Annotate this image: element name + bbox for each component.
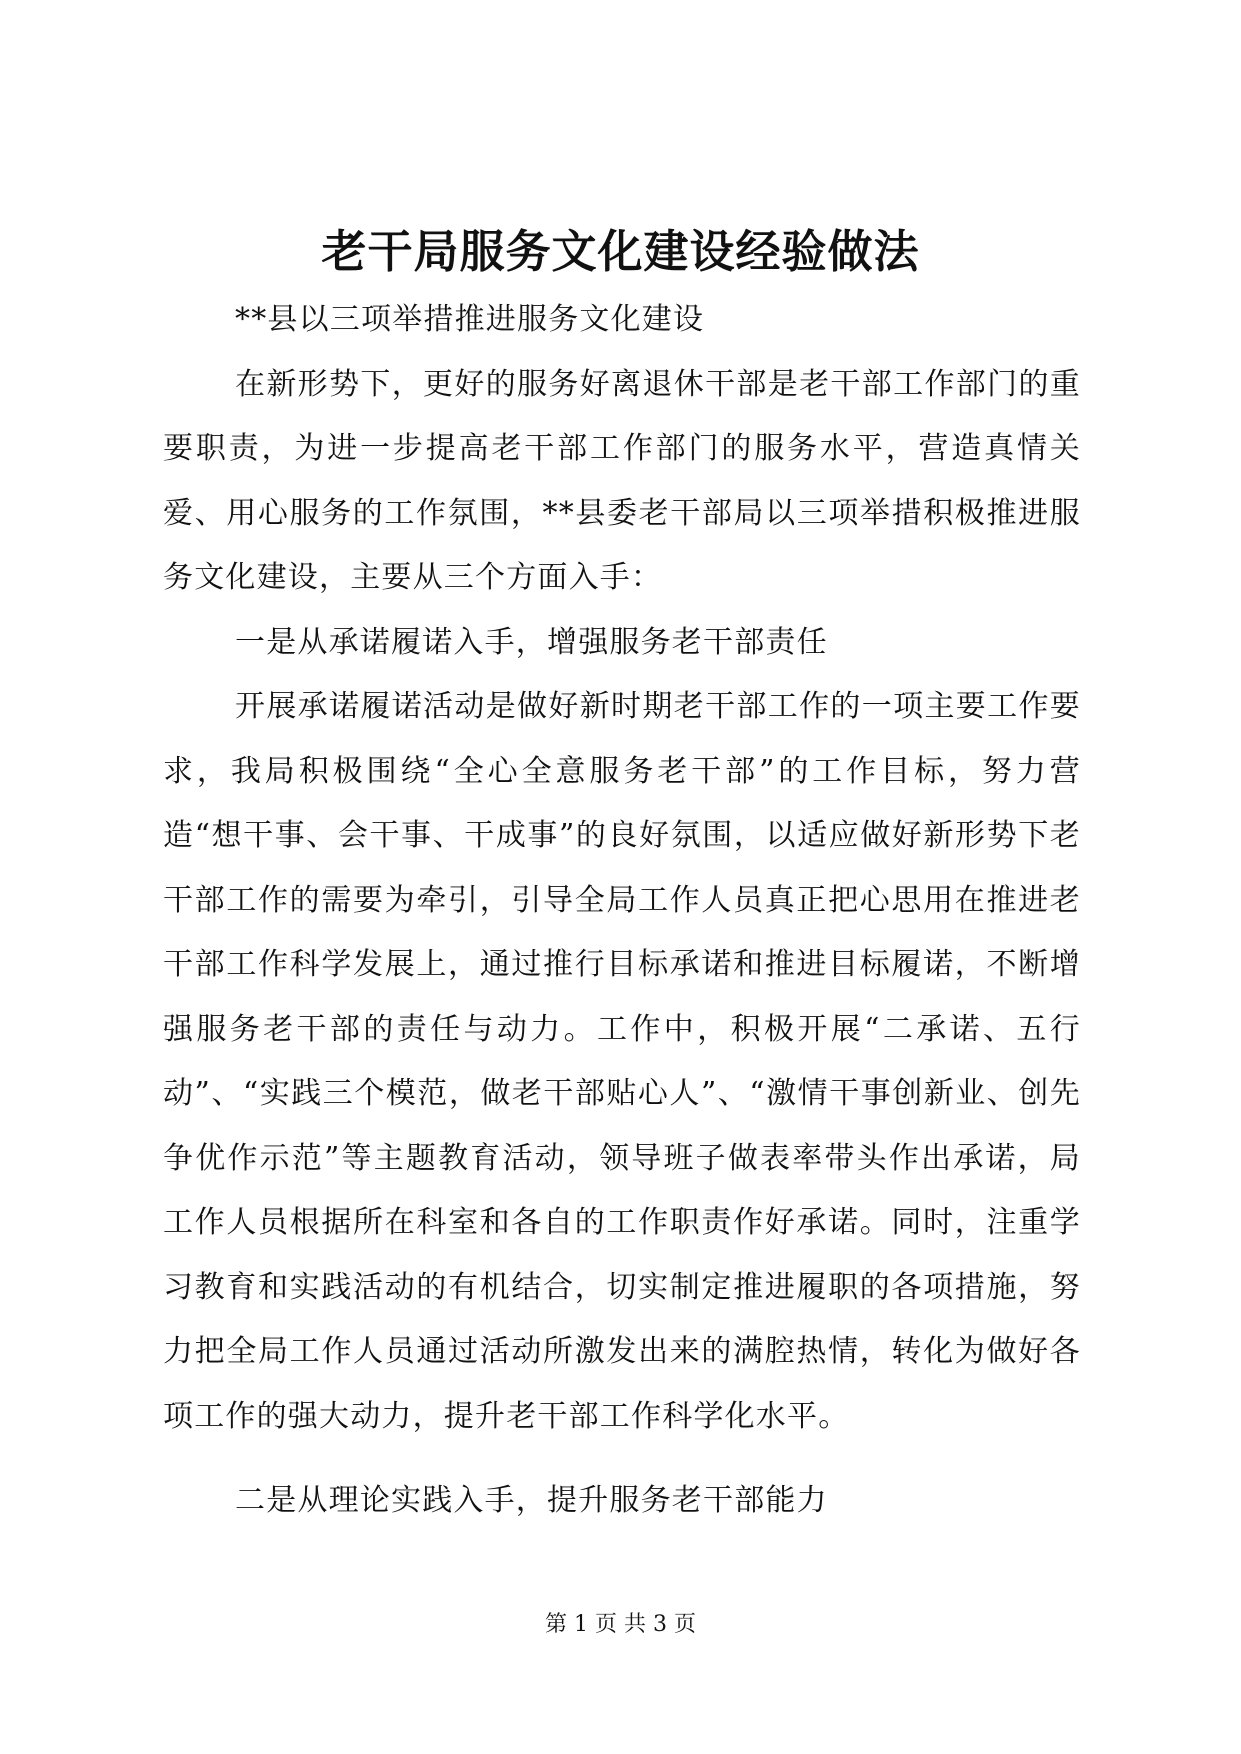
document-body [163,288,1081,1534]
section-heading-2: 二是从理论实践入手，提升服务老干部能力 [235,1483,828,1518]
section-body-1: 开展承诺履诺活动是做好新时期老干部工作的一项主要工作要求，我局积极围绕“全心全意服务老干部”的工作目标，努力营造“想干事、会干事、干成事”的良好氛围，以适应做好新形势下老干部工作的需要为牵引，引导全局工作人员真正把心思用在推进老干部工作科学发展上，通过推行目标承诺和推进目标履诺，不断增强服务老干部的责任与动力。工作中，积极开展“二承诺、五行动”、“实践三个模范，做老干部贴心人”、“激情干事创新业、创先争优作示范”等主题教育活动，领导班子做表率带头作出承诺，局工作人员根据所在科室和各自的工作职责作好承诺。同时，注重学习教育和实践活动的有机结合，切实制定推进履职的各项措施，努力把全局工作人员通过活动所激发出来的满腔热情，转化为做好各项工作的强大动力，提升老干部工作科学化水平。 [163,689,1081,1434]
page-number-footer: 第 1 页 共 3 页 [545,1612,696,1637]
intro-paragraph: 在新形势下，更好的服务好离退休干部是老干部工作部门的重要职责，为进一步提高老干部工作部门的服务水平，营造真情关爱、用心服务的工作氛围，**县委老干部局以三项举措积极推进服务文化建设，主要从三个方面入手： [163,366,1081,595]
subtitle-paragraph: **县以三项举措推进服务文化建设 [235,302,705,337]
section-heading-1: 一是从承诺履诺入手，增强服务老干部责任 [235,624,828,660]
document-title: 老干局服务文化建设经验做法 [321,225,920,278]
